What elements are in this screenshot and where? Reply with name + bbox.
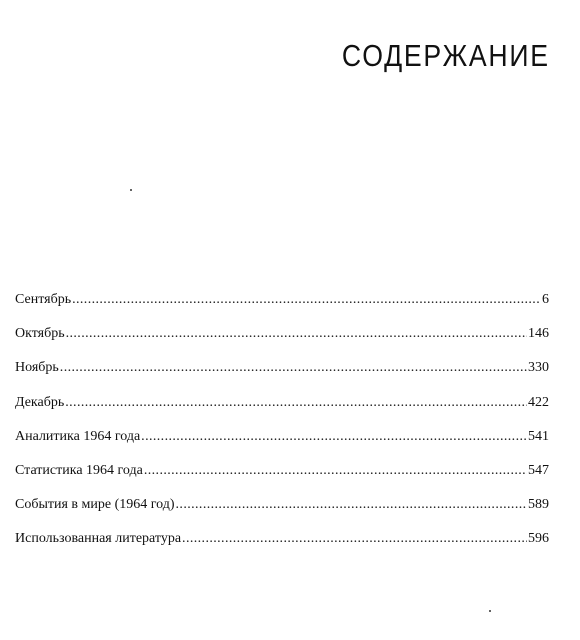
toc-entry-page: 146 — [528, 326, 549, 342]
toc-entry-page: 6 — [542, 292, 549, 307]
toc-entry-page: 422 — [528, 394, 549, 410]
dot-leader — [60, 360, 527, 376]
toc-entry-statistics[interactable] — [15, 463, 549, 497]
toc-entry-page: 596 — [528, 531, 549, 547]
toc-entry-label: Декабрь — [15, 394, 65, 410]
toc-entry-references[interactable] — [15, 531, 549, 565]
toc-entry-page: 589 — [528, 497, 549, 513]
toc-entry-analytics[interactable] — [15, 429, 549, 463]
toc-entry-label: Октябрь — [15, 326, 65, 342]
toc-entry-november[interactable] — [15, 360, 549, 394]
print-speck — [489, 610, 491, 612]
toc-entry-world-events[interactable] — [15, 497, 549, 531]
toc-entry-december[interactable] — [15, 395, 549, 429]
dot-leader — [176, 497, 527, 513]
toc-entry-page: 547 — [528, 462, 549, 478]
print-speck — [130, 189, 132, 191]
toc-entry-label: События в мире (1964 год) — [15, 497, 175, 513]
dot-leader — [144, 463, 527, 479]
toc-entry-october[interactable] — [15, 326, 549, 360]
toc-entry-label: Использованная литература — [15, 531, 182, 547]
dot-leader — [141, 429, 527, 445]
dot-leader — [182, 531, 527, 547]
toc-entry-page: 330 — [528, 360, 549, 376]
toc-entry-label: Статистика 1964 года — [15, 462, 143, 478]
toc-entry-page: 541 — [528, 428, 549, 444]
toc-entry-label: Аналитика 1964 года — [15, 428, 141, 444]
dot-leader — [65, 395, 527, 411]
dot-leader — [72, 292, 541, 308]
page-title: СОДЕРЖАНИЕ — [342, 38, 550, 73]
toc-entry-september[interactable] — [15, 292, 549, 326]
dot-leader — [66, 326, 527, 342]
table-of-contents — [15, 292, 549, 566]
toc-entry-label: Сентябрь — [15, 292, 72, 307]
toc-entry-label: Ноябрь — [15, 360, 59, 376]
